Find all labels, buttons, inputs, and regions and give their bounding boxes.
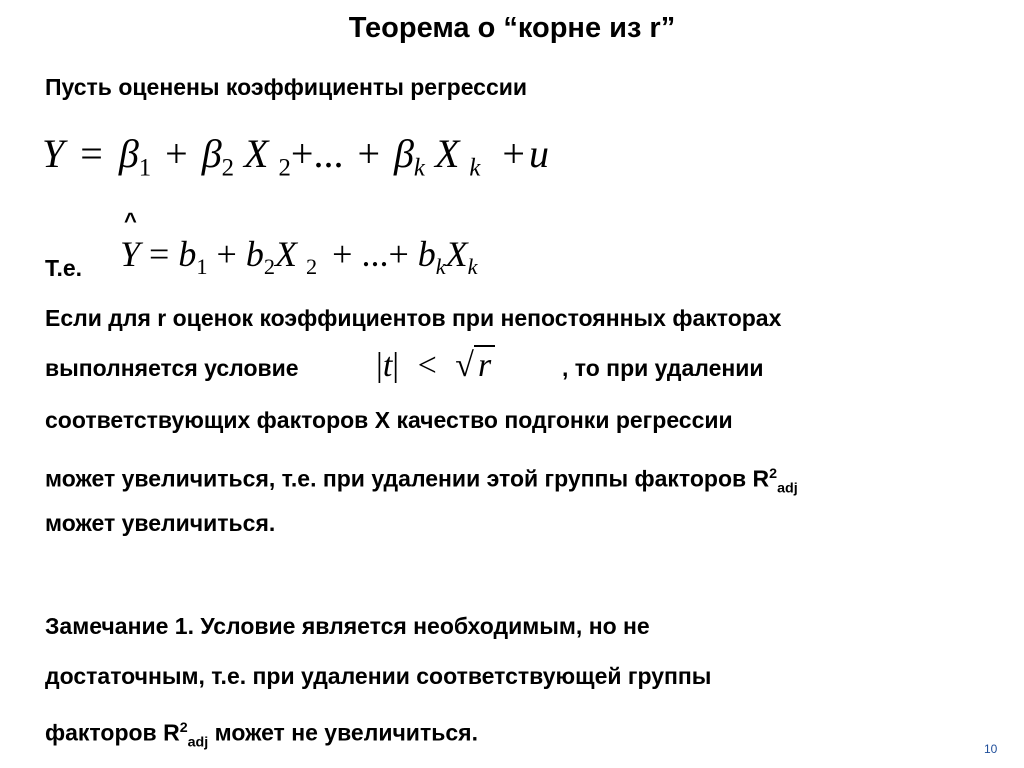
formula-u: u xyxy=(528,131,549,176)
formula-beta-1: β xyxy=(118,131,139,176)
formula-plus: + xyxy=(165,131,188,176)
formula-ellipsis: ... xyxy=(361,234,389,274)
paragraph-line-1: Если для r оценок коэффициентов при непостоянных факторах xyxy=(45,305,782,331)
condition-r: r xyxy=(474,345,495,384)
formula-equals: = xyxy=(149,234,170,274)
formula-sub-k: k xyxy=(413,154,425,182)
condition-less-than: < xyxy=(417,347,437,384)
remark-line-3 xyxy=(45,713,478,757)
paragraph-line-4-text: может увеличиться, т.е. при удалении этой группы факторов R xyxy=(45,465,770,492)
intro-text: Пусть оценены коэффициенты регрессии xyxy=(45,74,528,100)
slide-title: Теорема о “корне из r” xyxy=(348,12,676,44)
formula-sub-2: 2 xyxy=(263,253,275,279)
formula-y: Y xyxy=(42,131,65,176)
formula-x-k: X xyxy=(445,234,468,274)
formula-x-2: X xyxy=(244,131,269,176)
formula-sub-k: k xyxy=(435,253,446,279)
formula-plus: + xyxy=(332,234,353,274)
condition-formula xyxy=(376,344,495,388)
remark-line-3-tail: может не увеличиться. xyxy=(214,719,478,746)
paragraph-line-5: может увеличиться. xyxy=(45,510,276,536)
formula-plus: + xyxy=(290,131,314,176)
formula-beta-k: β xyxy=(394,131,414,176)
abs-bar-right: | xyxy=(392,347,400,384)
page-number: 10 xyxy=(984,742,998,756)
ie-label: Т.е. xyxy=(45,255,83,281)
remark-line-3-text: факторов R xyxy=(45,719,180,746)
r-squared-superscript: 2 xyxy=(769,466,778,482)
formula-plus: + xyxy=(388,234,409,274)
formula-beta-2: β xyxy=(201,131,222,176)
r-squared-superscript: 2 xyxy=(179,720,188,736)
formula-x-k: X xyxy=(434,131,460,176)
adj-subscript: adj xyxy=(777,480,798,497)
paragraph-line-4 xyxy=(45,459,798,503)
paragraph-line-3: соответствующих факторов X качество подгонки регрессии xyxy=(45,407,733,433)
formula-equals: = xyxy=(80,131,103,176)
formula-sub-1: 1 xyxy=(196,253,208,279)
hat-mark: ^ xyxy=(124,208,137,233)
formula-sub-k-b: k xyxy=(469,154,481,182)
paragraph-line-2b: , то при удалении xyxy=(562,355,764,381)
formula-b-k: b xyxy=(417,234,436,274)
adj-subscript: adj xyxy=(187,734,209,751)
formula-ellipsis: ... xyxy=(313,131,344,176)
formula-sub-1: 1 xyxy=(138,154,152,182)
sqrt-icon: √ xyxy=(455,347,474,384)
sample-regression-formula xyxy=(120,230,478,291)
formula-sub-k-b: k xyxy=(467,253,478,279)
formula-x-2: X xyxy=(274,234,297,274)
remark-line-1: Замечание 1. Условие является необходимым, но не xyxy=(45,613,650,639)
formula-b-1: b xyxy=(178,234,197,274)
formula-plus: + xyxy=(357,131,380,176)
formula-plus: + xyxy=(216,234,237,274)
formula-y-hat: Y xyxy=(120,234,141,274)
abs-bar-left: | xyxy=(376,347,383,384)
remark-line-2: достаточным, т.е. при удалении соответствующей группы xyxy=(45,663,712,689)
condition-t: t xyxy=(382,347,393,384)
formula-plus: + xyxy=(502,131,525,176)
formula-sub-2: 2 xyxy=(221,154,235,182)
formula-sub-2b: 2 xyxy=(278,154,291,182)
formula-b-2: b xyxy=(245,234,264,274)
population-regression-formula xyxy=(42,128,549,195)
formula-sub-2b: 2 xyxy=(305,253,318,279)
paragraph-line-2a: выполняется условие xyxy=(45,355,299,381)
